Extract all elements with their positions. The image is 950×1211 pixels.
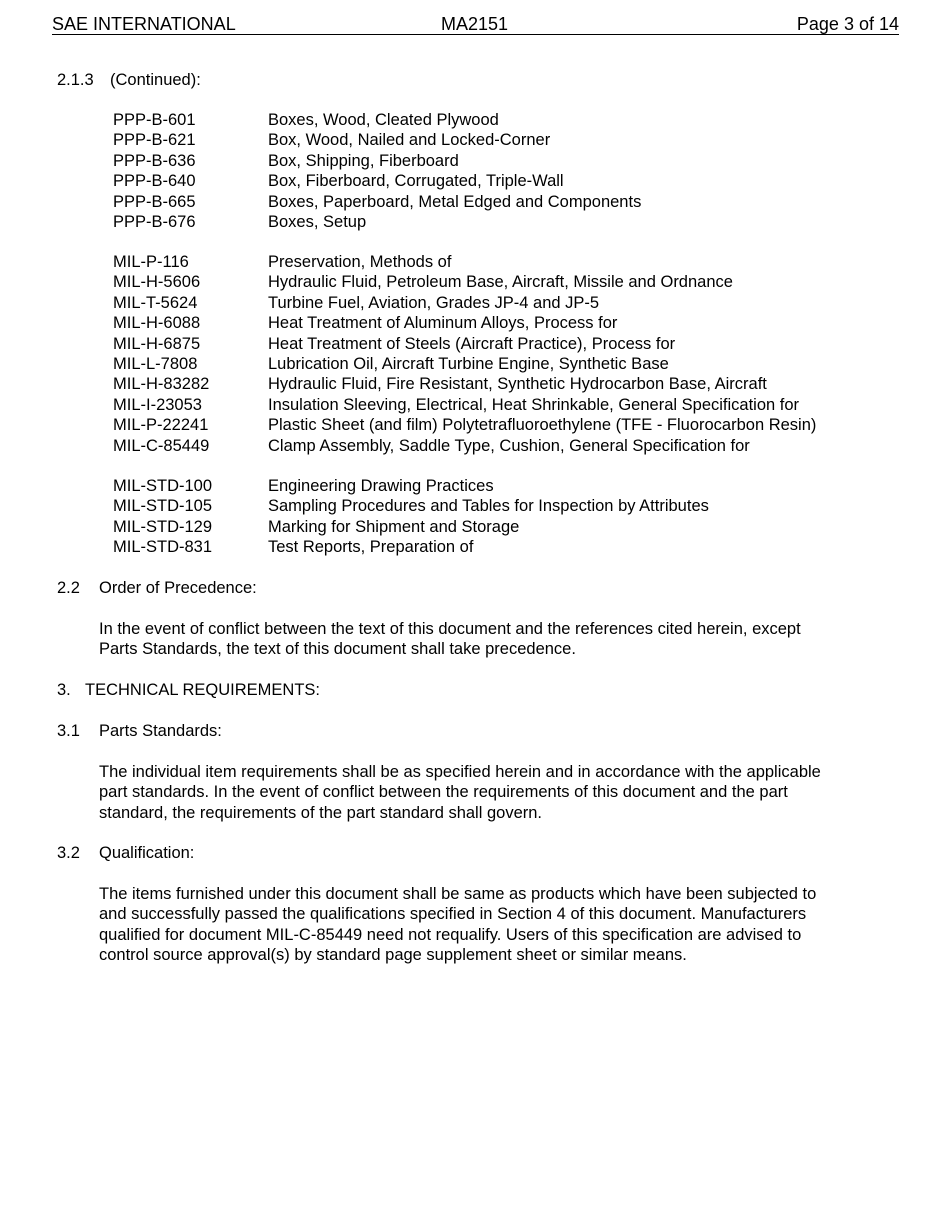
list-item	[113, 354, 816, 374]
section-2-2-heading	[57, 578, 257, 598]
list-item	[113, 130, 641, 150]
section-3-2-heading	[57, 843, 194, 863]
reference-code: MIL-STD-831	[113, 538, 213, 557]
reference-code: MIL-H-6875	[113, 334, 201, 353]
section-2-1-3-heading	[57, 70, 201, 90]
list-item	[113, 192, 641, 212]
list-item	[113, 252, 816, 272]
reference-title: Plastic Sheet (and film) Polytetrafluoroethylene (TFE - Fluorocarbon Resin)	[268, 416, 817, 435]
reference-code: MIL-STD-105	[113, 497, 213, 516]
reference-title: Boxes, Setup	[268, 212, 367, 231]
header-page-number: Page 3 of 14	[796, 14, 899, 34]
reference-code: MIL-L-7808	[113, 354, 198, 373]
reference-code: MIL-T-5624	[113, 293, 198, 312]
reference-title: Preservation, Methods of	[268, 253, 452, 271]
reference-title: Boxes, Wood, Cleated Plywood	[268, 111, 499, 129]
header-document-number: MA2151	[441, 14, 509, 34]
reference-title: Heat Treatment of Steels (Aircraft Practice), Process for	[268, 334, 676, 353]
section-number: 2.1.3	[57, 71, 94, 89]
reference-title: Insulation Sleeving, Electrical, Heat Shrinkable, General Specification for	[268, 395, 800, 414]
reference-title: Heat Treatment of Aluminum Alloys, Process for	[268, 314, 618, 333]
reference-list-mil-std	[113, 476, 709, 558]
list-item	[113, 293, 816, 313]
list-item	[113, 171, 641, 191]
list-item	[113, 110, 641, 130]
section-3-heading	[57, 680, 320, 700]
list-item	[113, 151, 641, 171]
reference-title: Lubrication Oil, Aircraft Turbine Engine, Synthetic Base	[268, 354, 669, 373]
reference-title: Engineering Drawing Practices	[268, 477, 494, 495]
section-number: 3.1	[57, 722, 80, 740]
list-item	[113, 395, 816, 415]
reference-code: MIL-H-83282	[113, 375, 210, 394]
reference-code: PPP-B-665	[113, 192, 196, 211]
reference-code: PPP-B-676	[113, 212, 196, 231]
list-item	[113, 496, 709, 516]
reference-code: PPP-B-621	[113, 131, 196, 150]
reference-title: Boxes, Paperboard, Metal Edged and Components	[268, 192, 642, 211]
section-3-1-heading	[57, 721, 222, 741]
section-2-2-body: In the event of conflict between the text of this document and the references cited herein, except Parts Standards, the text of this document shall take precedence.	[99, 620, 801, 659]
reference-list-mil	[113, 252, 816, 456]
reference-title: Box, Wood, Nailed and Locked-Corner	[268, 131, 551, 150]
list-item	[113, 374, 816, 394]
header-organization: SAE INTERNATIONAL	[52, 14, 236, 34]
reference-code: MIL-I-23053	[113, 395, 202, 414]
reference-title: Turbine Fuel, Aviation, Grades JP-4 and JP-5	[268, 293, 600, 312]
section-number: 3.2	[57, 844, 80, 862]
list-item	[113, 313, 816, 333]
reference-title: Marking for Shipment and Storage	[268, 517, 520, 536]
list-item	[113, 517, 709, 537]
reference-code: MIL-STD-129	[113, 517, 213, 536]
reference-title: Sampling Procedures and Tables for Inspection by Attributes	[268, 497, 709, 516]
reference-title: Box, Shipping, Fiberboard	[268, 151, 459, 170]
reference-code: PPP-B-636	[113, 151, 196, 170]
section-title: TECHNICAL REQUIREMENTS:	[85, 681, 320, 699]
section-3-1-body: The individual item requirements shall be as specified herein and in accordance with the applicable part standards. In the event of conflict between the requirements of this document and the part standard, the requirements of the part standard shall govern.	[99, 763, 821, 822]
section-number: 3.	[57, 681, 71, 699]
reference-code: PPP-B-640	[113, 172, 196, 191]
list-item	[113, 272, 816, 292]
reference-code: PPP-B-601	[113, 111, 196, 129]
list-item	[113, 476, 709, 496]
reference-code: MIL-H-6088	[113, 314, 201, 333]
page-header	[52, 12, 899, 35]
section-title: Order of Precedence:	[99, 579, 257, 597]
reference-title: Test Reports, Preparation of	[268, 538, 474, 557]
reference-code: MIL-C-85449	[113, 436, 210, 455]
reference-code: MIL-STD-100	[113, 477, 213, 495]
reference-code: MIL-H-5606	[113, 273, 201, 292]
section-number: 2.2	[57, 579, 80, 597]
section-title: Parts Standards:	[99, 722, 222, 740]
section-title: (Continued):	[110, 71, 201, 89]
reference-code: MIL-P-22241	[113, 416, 209, 435]
reference-title: Clamp Assembly, Saddle Type, Cushion, General Specification for	[268, 436, 750, 455]
reference-list-ppp	[113, 110, 641, 232]
list-item	[113, 212, 641, 232]
section-3-2-body: The items furnished under this document shall be same as products which have been subjected to and successfully passed the qualifications specified in Section 4 of this document. Manufacturers qualified for document MIL-C-85449 need not requalify. Users of this specification are advised to control source approval(s) by standard page supplement sheet or similar means.	[99, 885, 817, 965]
list-item	[113, 334, 816, 354]
reference-code: MIL-P-116	[113, 253, 189, 271]
list-item	[113, 436, 816, 456]
list-item	[113, 415, 816, 435]
reference-title: Hydraulic Fluid, Fire Resistant, Synthetic Hydrocarbon Base, Aircraft	[268, 375, 767, 394]
reference-title: Box, Fiberboard, Corrugated, Triple-Wall	[268, 172, 564, 191]
section-title: Qualification:	[99, 844, 195, 862]
list-item	[113, 537, 709, 557]
reference-title: Hydraulic Fluid, Petroleum Base, Aircraft, Missile and Ordnance	[268, 273, 733, 292]
